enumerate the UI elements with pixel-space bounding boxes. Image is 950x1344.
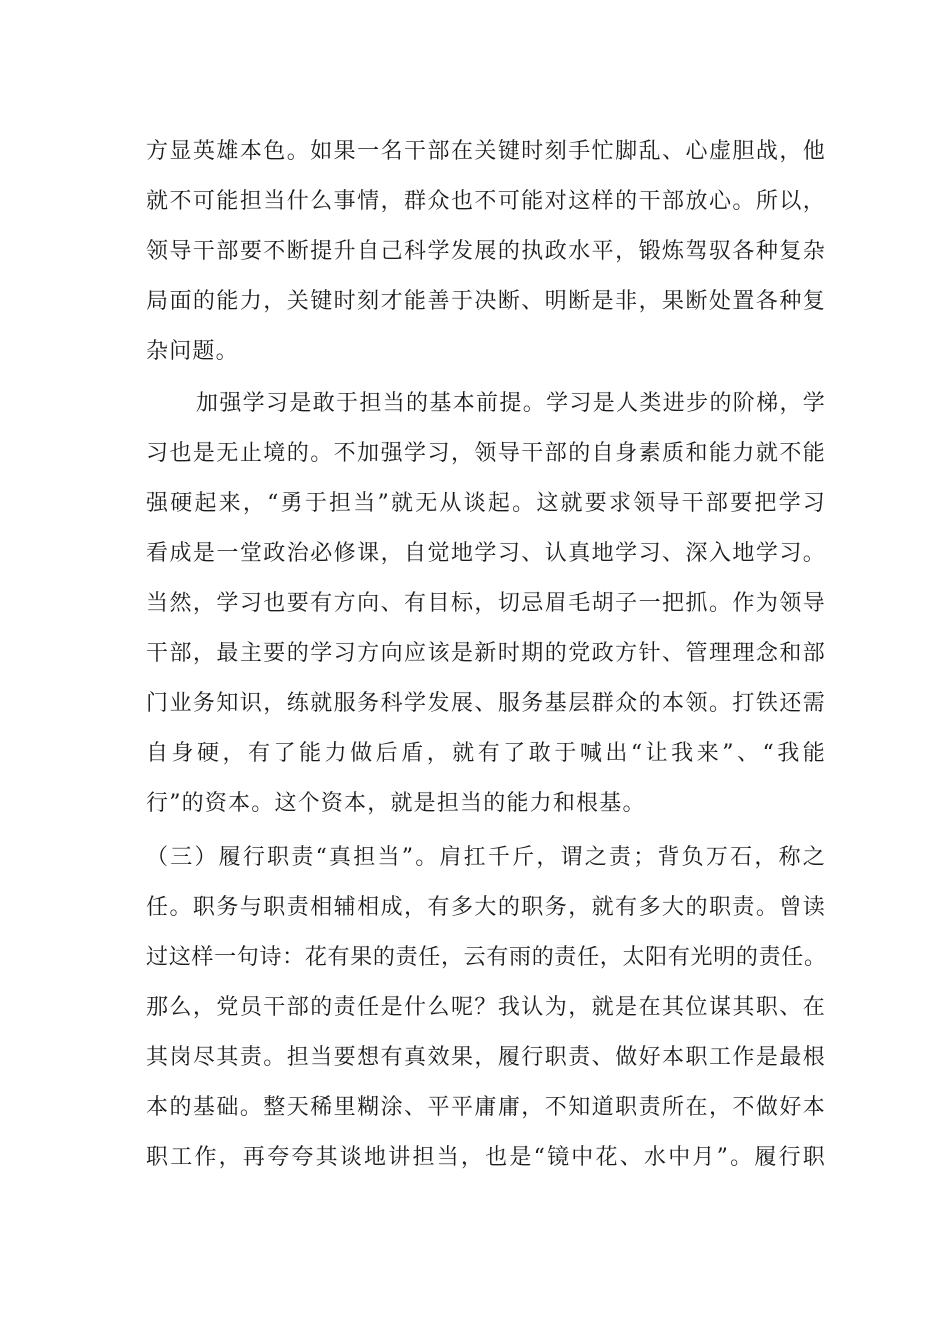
text-line: 其岗尽其责。担当要想有真效果，履行职责、做好本职工作是最根 [146,1045,826,1070]
text-line: 就不可能担当什么事情，群众也不可能对这样的干部放心。所以， [146,189,826,214]
text-line: 任。职务与职责相辅相成，有多大的职务，就有多大的职责。曾读 [146,895,826,920]
text-line: 干部，最主要的学习方向应该是新时期的党政方针、管理理念和部 [146,641,826,666]
text-line: 领导干部要不断提升自己科学发展的执政水平，锻炼驾驭各种复杂 [146,239,826,264]
text-line: 职工作，再夸夸其谈地讲担当，也是“镜中花、水中月”。履行职 [146,1145,826,1170]
text-line: 杂问题。 [146,339,239,364]
text-line: 习也是无止境的。不加强学习，领导干部的自身素质和能力就不能 [146,441,826,466]
section-heading-line: （三）履行职责“真担当”。肩扛千斤，谓之责；背负万石，称之 [146,845,826,870]
text-line: 局面的能力，关键时刻才能善于决断、明断是非，果断处置各种复 [146,289,826,314]
text-line: 看成是一堂政治必修课，自觉地学习、认真地学习、深入地学习。 [146,541,826,566]
text-line: 那么，党员干部的责任是什么呢？我认为，就是在其位谋其职、在 [146,995,826,1020]
text-line: 强硬起来，“勇于担当”就无从谈起。这就要求领导干部要把学习 [146,491,826,516]
text-line: 当然，学习也要有方向、有目标，切忌眉毛胡子一把抓。作为领导 [146,591,826,616]
text-line: 自身硬，有了能力做后盾，就有了敢于喊出“让我来”、“我能 [146,741,826,766]
paragraph-first-line: 加强学习是敢于担当的基本前提。学习是人类进步的阶梯，学 [196,391,826,416]
text-line: 方显英雄本色。如果一名干部在关键时刻手忙脚乱、心虚胆战，他 [146,139,826,164]
text-line: 过这样一句诗：花有果的责任，云有雨的责任，太阳有光明的责任。 [146,945,826,970]
text-line: 门业务知识，练就服务科学发展、服务基层群众的本领。打铁还需 [146,691,826,716]
text-line: 本的基础。整天稀里糊涂、平平庸庸，不知道职责所在，不做好本 [146,1095,826,1120]
text-line: 行”的资本。这个资本，就是担当的能力和根基。 [146,791,646,816]
